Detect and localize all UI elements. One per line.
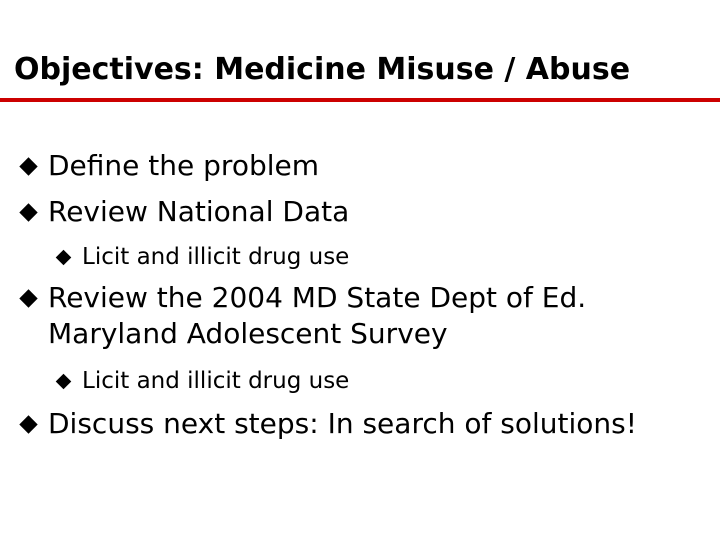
sub-bullet-text: Licit and illicit drug use: [82, 244, 350, 270]
bullet-text: Define the problem: [48, 149, 320, 182]
bullet-text: Review the 2004 MD State Dept of Ed.: [48, 281, 587, 314]
bullet-item: [22, 280, 586, 352]
bullet-item: [22, 194, 349, 230]
bullet-item: [22, 406, 637, 442]
bullet-continuation: Maryland Adolescent Survey: [48, 317, 448, 350]
sub-bullet-text: Licit and illicit drug use: [82, 368, 350, 394]
title-underline: [0, 98, 720, 102]
sub-bullet-item: [58, 366, 349, 396]
slide-title: Objectives: Medicine Misuse / Abuse: [14, 52, 631, 87]
bullet-text: Discuss next steps: In search of solutions!: [48, 407, 637, 440]
sub-bullet-item: [58, 242, 349, 272]
bullet-text: Review National Data: [48, 195, 350, 228]
bullet-item: [22, 148, 319, 184]
